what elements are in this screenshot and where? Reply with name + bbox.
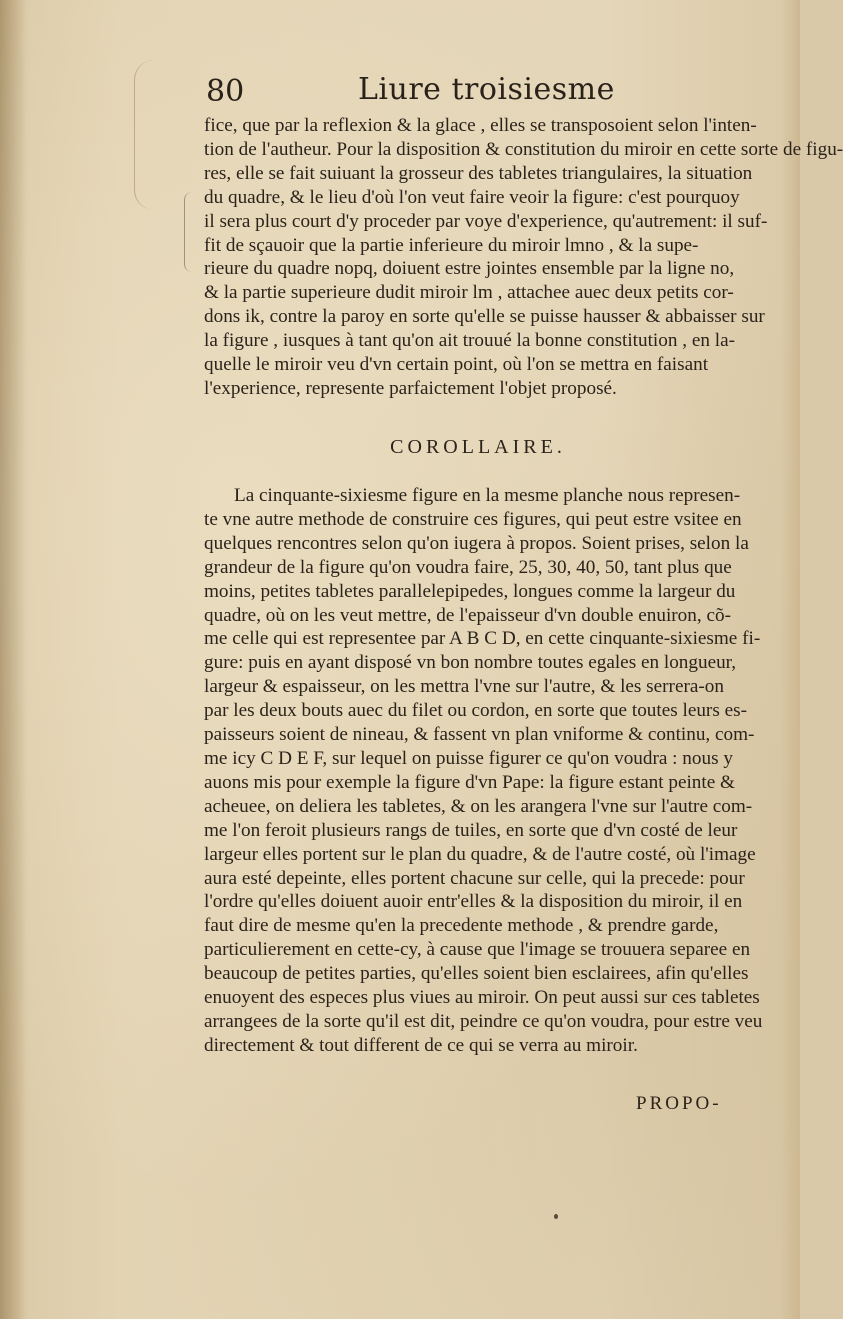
ink-speck <box>554 1214 558 1219</box>
text-line: enuoyent des especes plus viues au miroir. On peut aussi sur ces tabletes <box>204 987 760 1009</box>
paragraph-1 <box>204 114 843 401</box>
text-line: rieure du quadre nopq, doiuent estre jointes ensemble par la ligne no, <box>204 258 735 280</box>
text-line: me l'on feroit plusieurs rangs de tuiles, en sorte que d'vn costé de leur <box>204 819 738 841</box>
text-line: particulierement en cette-cy, à cause que l'image se trouuera separee en <box>204 939 751 961</box>
margin-stain <box>134 60 175 210</box>
text-line: directement & tout different de ce qui se verra au miroir. <box>204 1034 638 1056</box>
text-line: tion de l'autheur. Pour la disposition & constitution du miroir en cette sorte de figu- <box>204 138 843 160</box>
text-line: me icy C D E F, sur lequel on puisse figurer ce qu'on voudra : nous y <box>204 747 733 769</box>
text-line: beaucoup de petites parties, qu'elles soient bien esclairees, afin qu'elles <box>204 963 749 985</box>
text-line: La cinquante-sixiesme figure en la mesme planche nous represen- <box>234 485 741 506</box>
text-line: paisseurs soient de nineau, & fassent vn plan vniforme & continu, com- <box>204 724 755 746</box>
text-line: acheuee, on deliera les tabletes, & on les arangera l'vne sur l'autre com- <box>204 795 753 817</box>
text-line: & la partie superieure dudit miroir lm , attachee auec deux petits cor- <box>204 282 734 304</box>
text-line: largeur elles portent sur le plan du quadre, & de l'autre costé, où l'image <box>204 843 756 865</box>
text-line: quelle le miroir veu d'vn certain point, où l'on se mettra en faisant <box>204 354 709 376</box>
text-line: quelques rencontres selon qu'on iugera à propos. Soient prises, selon la <box>204 532 749 554</box>
text-line: me celle qui est representee par A B C D, en cette cinquante-sixiesme fi- <box>204 628 761 650</box>
text-line: fice, que par la reflexion & la glace , elles se transposoient selon l'inten- <box>204 115 757 136</box>
catchword: PROPO- <box>636 1093 722 1114</box>
section-heading: COROLLAIRE. <box>390 436 566 458</box>
text-line: moins, petites tabletes parallelepipedes, longues comme la largeur du <box>204 580 736 602</box>
text-line: te vne autre methode de construire ces figures, qui peut estre vsitee en <box>204 508 742 530</box>
text-line: la figure , iusques à tant qu'on ait trouué la bonne constitution , en la- <box>204 330 735 352</box>
page-number: 80 <box>206 74 245 109</box>
text-line: auons mis pour exemple la figure d'vn Pape: la figure estant peinte & <box>204 771 735 793</box>
text-line: fit de sçauoir que la partie inferieure du miroir lmno , & la supe- <box>204 234 699 256</box>
text-line: aura esté depeinte, elles portent chacune sur celle, qui la precede: pour <box>204 867 745 889</box>
text-line: dons ik, contre la paroy en sorte qu'elle se puisse hausser & abbaisser sur <box>204 306 765 328</box>
gutter-shadow <box>0 0 26 1319</box>
margin-pencil-mark <box>184 192 199 272</box>
page-header <box>206 70 766 114</box>
text-line: gure: puis en ayant disposé vn bon nombre toutes egales en longueur, <box>204 652 737 674</box>
text-line: quadre, où on les veut mettre, de l'epaisseur d'vn double enuiron, cõ- <box>204 604 731 626</box>
text-line: arrangees de la sorte qu'il est dit, peindre ce qu'on voudra, pour estre veu <box>204 1010 763 1032</box>
paragraph-2 <box>204 484 763 1058</box>
running-title: Liure troisiesme <box>358 72 615 107</box>
text-line: grandeur de la figure qu'on voudra faire, 25, 30, 40, 50, tant plus que <box>204 556 732 578</box>
text-line: faut dire de mesme qu'en la precedente methode , & prendre garde, <box>204 915 719 937</box>
text-line: largeur & espaisseur, on les mettra l'vne sur l'autre, & les serrera-on <box>204 676 724 698</box>
text-line: par les deux bouts auec du filet ou cordon, en sorte que toutes leurs es- <box>204 700 747 722</box>
text-line: il sera plus court d'y proceder par voye d'experience, qu'autrement: il suf- <box>204 210 768 232</box>
text-line: res, elle se fait suiuant la grosseur des tabletes triangulaires, la situation <box>204 162 753 184</box>
text-line: du quadre, & le lieu d'où l'on veut faire veoir la figure: c'est pourquoy <box>204 186 740 208</box>
text-line: l'ordre qu'elles doiuent auoir entr'elles & la disposition du miroir, il en <box>204 891 743 913</box>
text-line: l'experience, represente parfaictement l'objet proposé. <box>204 377 617 399</box>
